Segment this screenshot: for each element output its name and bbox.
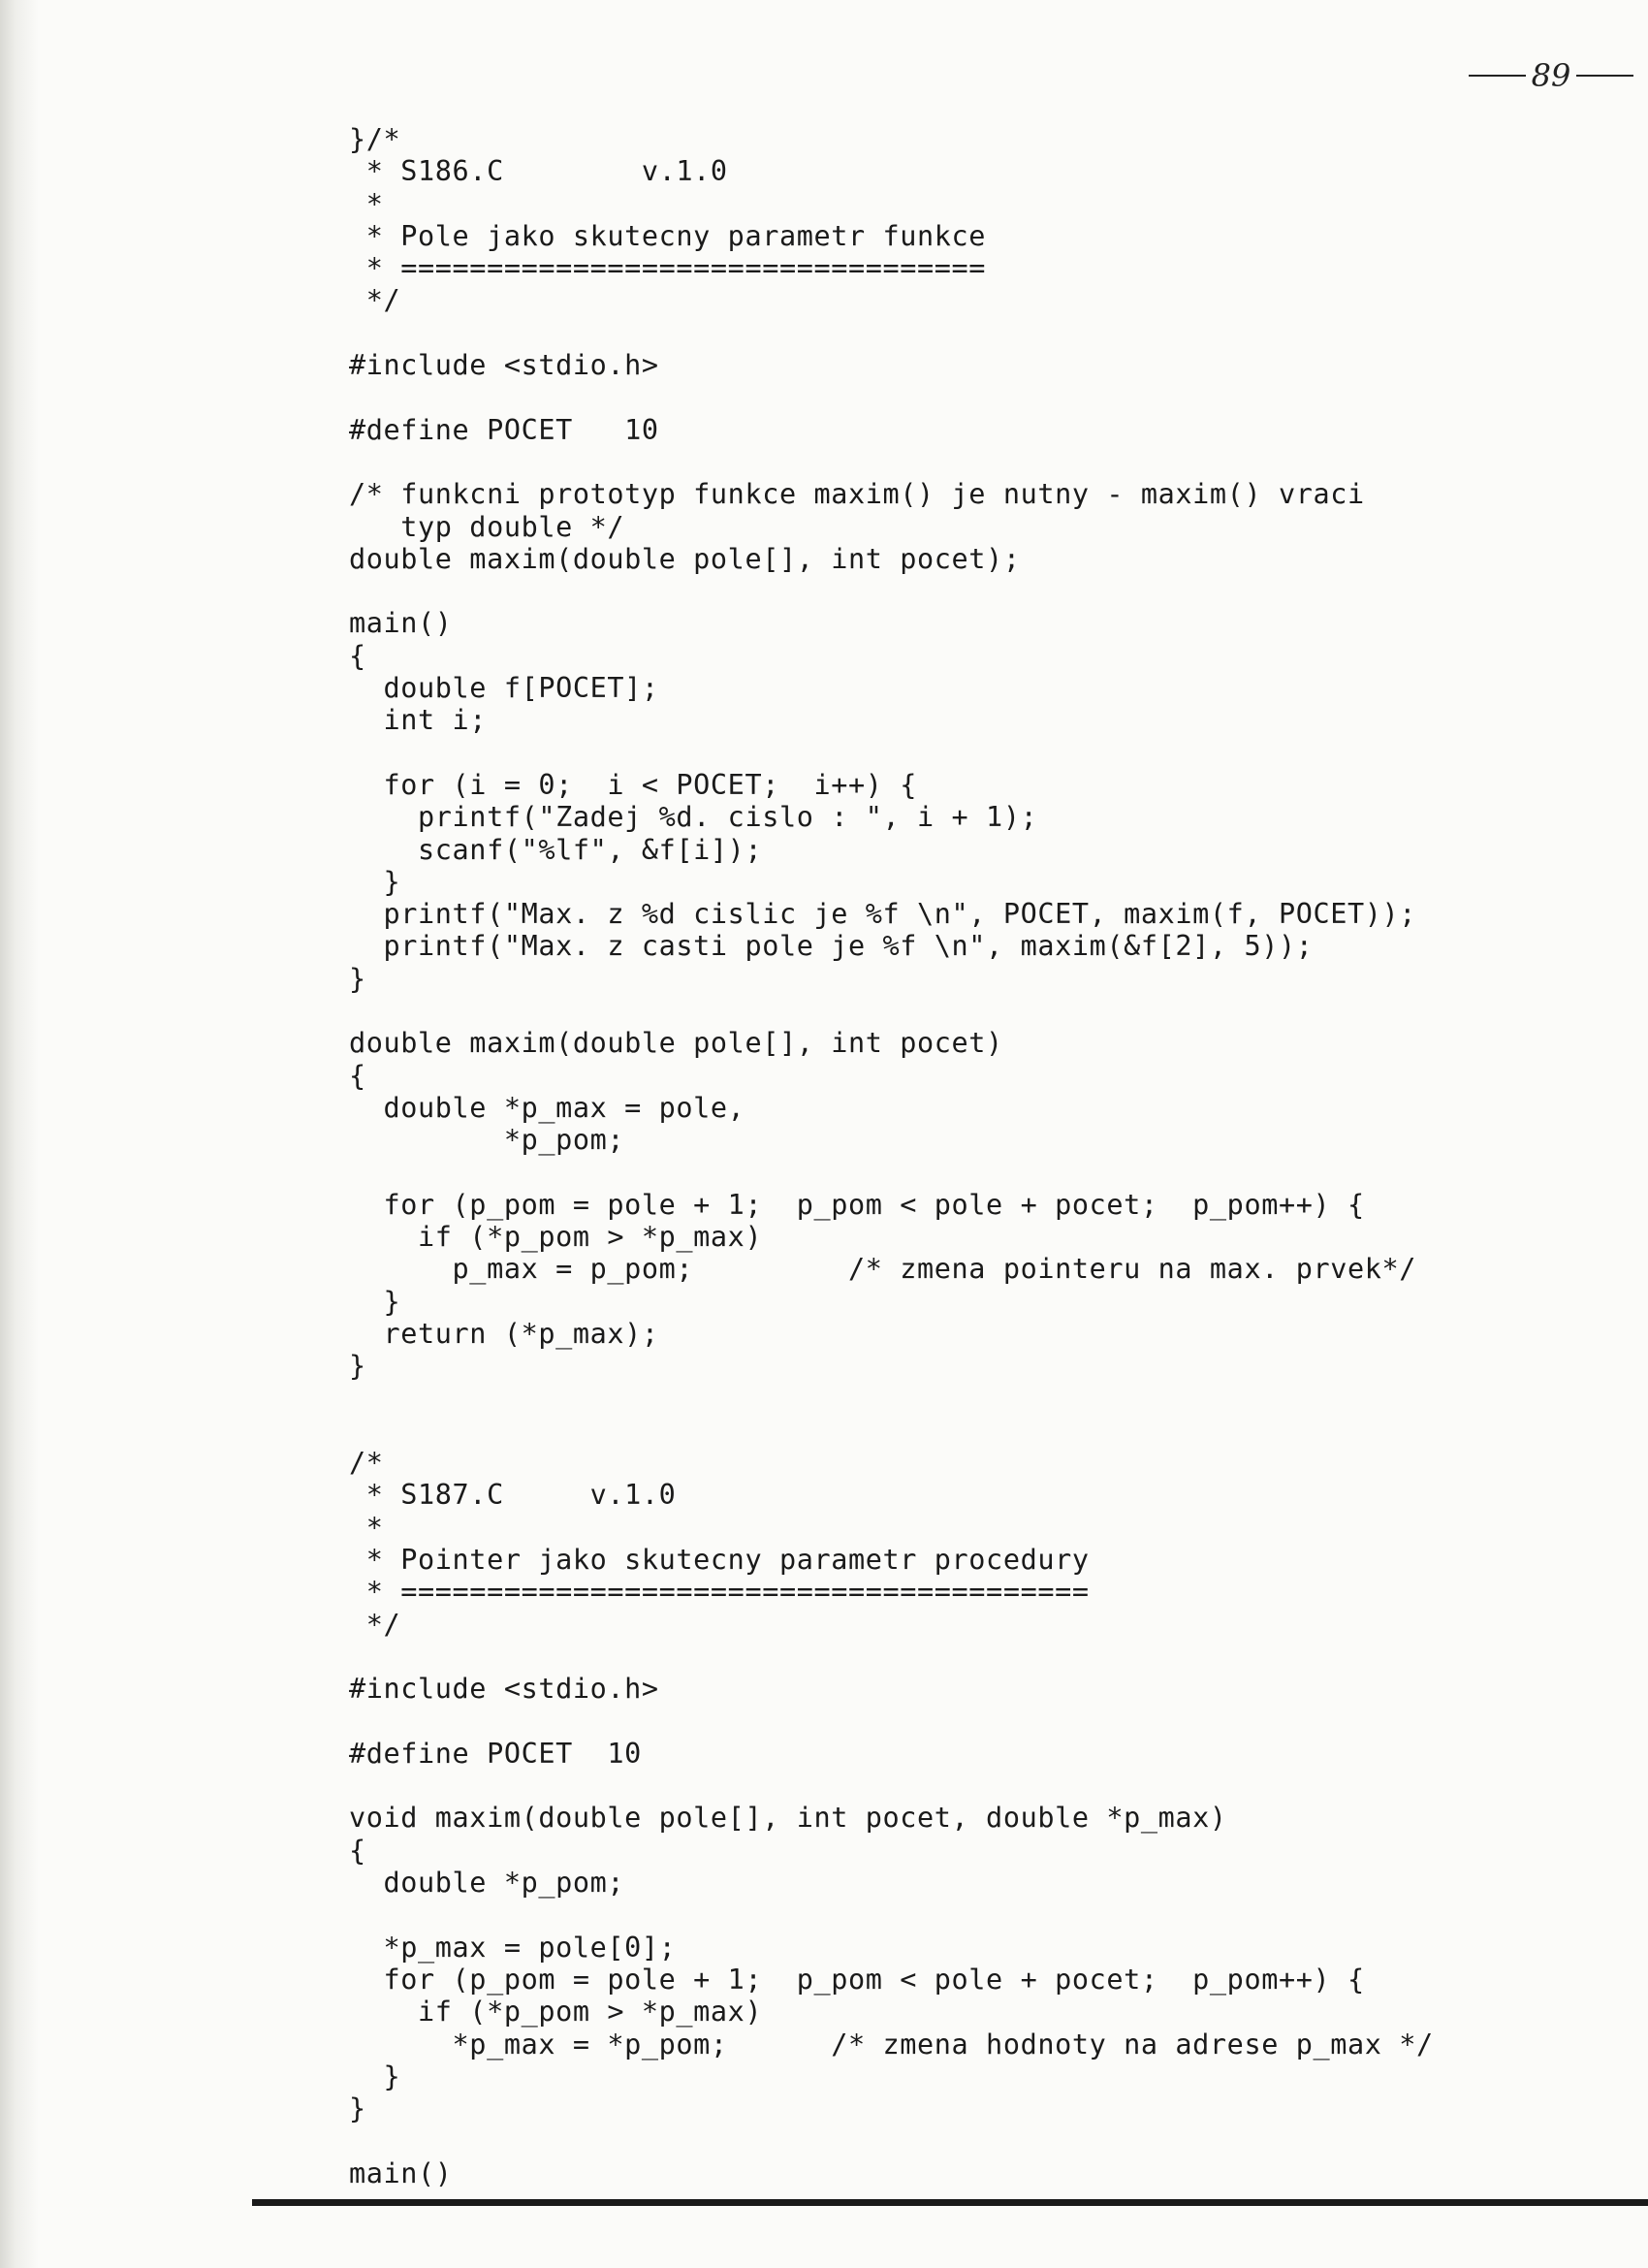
code-line: double *p_max = pole,	[349, 1091, 745, 1124]
code-line: {	[349, 1834, 366, 1867]
code-line	[349, 1157, 1619, 1189]
code-line: * Pole jako skutecny parametr funkce	[349, 219, 987, 252]
code-listing	[349, 123, 1619, 2189]
code-line: }	[349, 1285, 401, 1318]
code-line: p_max = p_pom; /* zmena pointeru na max. prvek*/	[349, 1253, 1417, 1286]
code-line: for (p_pom = pole + 1; p_pom < pole + pocet; p_pom++) {	[349, 1963, 1365, 1996]
code-line: {	[349, 1059, 366, 1092]
code-line	[349, 1415, 1619, 1447]
code-line: *p_pom;	[349, 1124, 625, 1157]
code-line: main()	[349, 607, 453, 640]
code-line: double maxim(double pole[], int pocet);	[349, 542, 1021, 575]
code-line	[349, 1899, 1619, 1931]
code-line: #define POCET 10	[349, 413, 659, 446]
code-line: /*	[349, 1447, 384, 1480]
code-line: * ========================================	[349, 1576, 1090, 1609]
code-line: *	[349, 1511, 384, 1544]
code-line	[349, 1383, 1619, 1415]
code-line: */	[349, 284, 401, 317]
page-number-rule-right	[1576, 75, 1633, 77]
code-line: for (i = 0; i < POCET; i++) {	[349, 768, 918, 801]
code-line: double *p_pom;	[349, 1867, 625, 1900]
code-line	[349, 995, 1619, 1027]
bottom-rule	[252, 2199, 1648, 2206]
code-line	[349, 446, 1619, 478]
code-line: *p_max = *p_pom; /* zmena hodnoty na adrese p_max */	[349, 2028, 1434, 2060]
code-line: }	[349, 2092, 366, 2125]
code-line: #include <stdio.h>	[349, 1673, 659, 1706]
code-line: for (p_pom = pole + 1; p_pom < pole + pocet; p_pom++) {	[349, 1188, 1365, 1221]
code-line	[349, 1641, 1619, 1673]
code-line: *	[349, 187, 384, 220]
code-line: }	[349, 962, 366, 995]
scan-edge-shadow	[0, 0, 39, 2268]
code-line: * Pointer jako skutecny parametr procedury	[349, 1544, 1090, 1577]
code-line: scanf("%lf", &f[i]);	[349, 833, 763, 866]
code-line: }	[349, 2060, 401, 2092]
code-line	[349, 1706, 1619, 1738]
code-line: * S186.C v.1.0	[349, 155, 728, 188]
page-number-text: 89	[1531, 57, 1571, 94]
page-number-rule-left	[1469, 75, 1526, 77]
page-number	[1469, 56, 1633, 95]
code-line: if (*p_pom > *p_max)	[349, 1996, 763, 2028]
code-line: double maxim(double pole[], int pocet)	[349, 1027, 1003, 1060]
code-line: printf("Max. z casti pole je %f \n", maxim(&f[2], 5));	[349, 930, 1314, 963]
code-line	[349, 1770, 1619, 1802]
code-line: *p_max = pole[0];	[349, 1931, 677, 1964]
code-line: #define POCET 10	[349, 1737, 642, 1770]
code-line	[349, 2124, 1619, 2156]
code-line: printf("Zadej %d. cislo : ", i + 1);	[349, 801, 1038, 834]
code-line: void maxim(double pole[], int pocet, double *p_max)	[349, 1802, 1227, 1835]
code-line	[349, 737, 1619, 769]
code-line: int i;	[349, 704, 488, 737]
code-line: main()	[349, 2156, 453, 2189]
code-line: typ double */	[349, 510, 625, 543]
code-line: }	[349, 865, 401, 898]
code-line: #include <stdio.h>	[349, 349, 659, 382]
code-line: */	[349, 1608, 401, 1641]
code-line	[349, 575, 1619, 607]
code-line: /* funkcni prototyp funkce maxim() je nutny - maxim() vraci	[349, 478, 1365, 511]
code-line	[349, 317, 1619, 349]
code-line: * S187.C v.1.0	[349, 1479, 677, 1512]
code-line: }/*	[349, 123, 401, 155]
code-line: if (*p_pom > *p_max)	[349, 1221, 763, 1254]
code-line: return (*p_max);	[349, 1317, 659, 1350]
code-line: double f[POCET];	[349, 672, 659, 705]
code-line: * ==================================	[349, 252, 987, 285]
code-line: {	[349, 639, 366, 672]
code-line	[349, 381, 1619, 413]
code-line: printf("Max. z %d cislic je %f \n", POCET, maxim(f, POCET));	[349, 898, 1417, 931]
code-line: }	[349, 1350, 366, 1383]
